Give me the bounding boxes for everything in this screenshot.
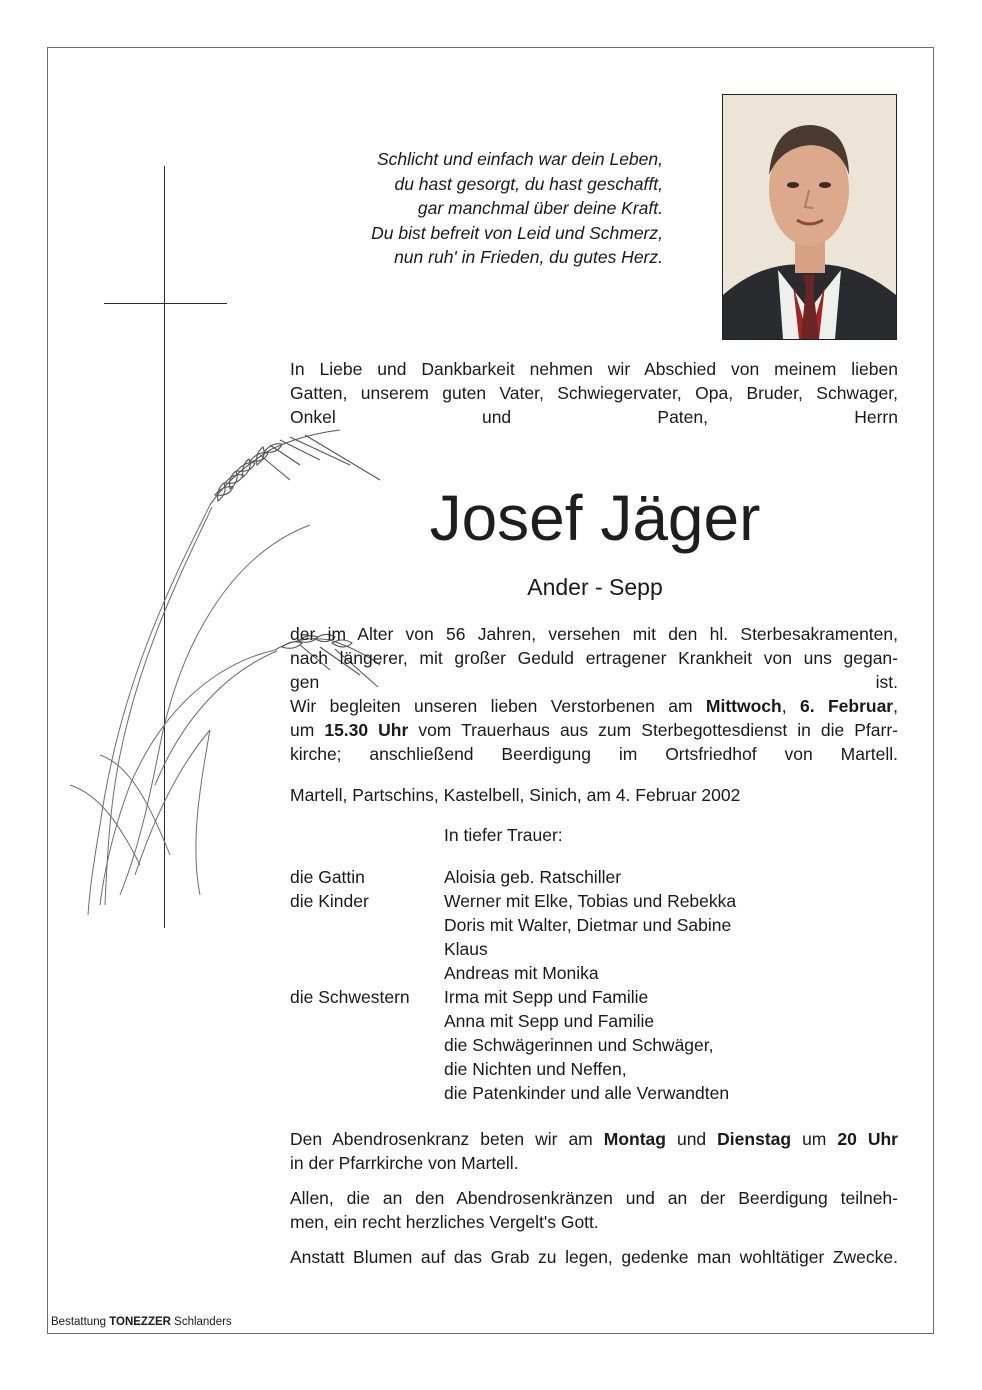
funeral-date-line [290,694,898,718]
funeral-date: 6. Februar [799,696,894,716]
family-row [290,913,736,937]
family-names: Doris mit Walter, Dietmar und Sabine [444,915,732,935]
funeral-weekday: Mittwoch [705,696,782,716]
death-line: kirche; anschließend Beerdigung im Ortsfriedhof von Martell. [290,744,898,764]
family-names: Andreas mit Monika [444,963,599,983]
family-names: die Nichten und Neffen, [444,1059,627,1079]
deceased-nickname: Ander - Sepp [527,574,663,600]
family-row [290,865,736,889]
deceased-name: Josef Jäger [429,482,761,554]
thanks-line: Allen, die an den Abendrosenkränzen und an der Beerdigung teilneh- [290,1188,898,1208]
funeral-time: 15.30 Uhr [324,720,409,740]
death-line: nach längerer, mit großer Geduld ertragener Krankheit von uns gegan- [290,648,898,668]
family-relation: die Kinder [290,891,369,911]
funeral-date-text: , [781,696,800,716]
rosary-line [290,1127,898,1151]
family-names: Anna mit Sepp und Familie [444,1011,655,1031]
intro-paragraph [290,357,898,429]
family-names: Irma mit Sepp und Familie [444,987,649,1007]
poem-line: du hast gesorgt, du hast geschafft, [394,173,663,194]
family-relation [290,937,444,961]
poem-line: gar manchmal über deine Kraft. [417,198,663,218]
family-relation [290,1009,444,1033]
portrait-illustration [723,95,896,339]
family-relation [290,1033,444,1057]
funeral-time-text: um [290,720,325,740]
undertaker-prefix: Bestattung [51,1316,110,1328]
funeral-date-text: Wir begleiten unseren lieben Verstorbenen am [290,696,706,716]
intro-line: In Liebe und Dankbarkeit nehmen wir Abschied von meinem lieben [290,359,898,379]
death-line: der im Alter von 56 Jahren, versehen mit den hl. Sterbesakramenten, [290,624,898,644]
funeral-time-line [290,718,898,742]
rosary-text: Den Abendrosenkranz beten wir am [290,1129,604,1149]
family-row [290,889,736,913]
family-row [290,1081,736,1105]
poem-line: nun ruh' in Frieden, du gutes Herz. [394,247,663,267]
family-row [290,1009,736,1033]
thanks-line: men, ein recht herzliches Vergelt's Gott. [290,1212,599,1232]
mourning-heading: In tiefer Trauer: [444,825,563,845]
intro-line: Onkel und Paten, Herrn [290,407,898,427]
family-row [290,961,736,985]
family-relation [290,913,444,937]
family-names: die Patenkinder und alle Verwandten [444,1083,730,1103]
rosary-day: Montag [603,1129,666,1149]
poem-line: Du bist befreit von Leid und Schmerz, [371,222,663,243]
thanks-notice [290,1186,898,1234]
family-names: Aloisia geb. Ratschiller [444,867,622,887]
family-row [290,1057,736,1081]
funeral-time-text: vom Trauerhaus aus zum Sterbegottesdienst in die Pfarr- [408,720,898,740]
family-relation [290,961,444,985]
family-names: die Schwägerinnen und Schwäger, [444,1035,714,1055]
family-names: Werner mit Elke, Tobias und Rebekka [444,891,737,911]
family-row [290,985,736,1009]
rosary-notice [290,1127,898,1175]
family-relation: die Gattin [290,867,365,887]
family-relation [290,1057,444,1081]
cross-horizontal [104,303,227,304]
rosary-time: 20 Uhr [837,1129,898,1149]
death-notice [290,622,898,766]
undertaker-name: TONEZZER [109,1316,171,1328]
memorial-poem [250,147,663,270]
rosary-day: Dienstag [717,1129,792,1149]
family-list [290,865,736,1105]
undertaker-suffix: Schlanders [170,1316,232,1328]
flowers-notice: Anstatt Blumen auf das Grab zu legen, gedenke man wohltätiger Zwecke. [290,1247,898,1267]
death-line: gen ist. [290,672,898,692]
family-row [290,937,736,961]
poem-line: Schlicht und einfach war dein Leben, [376,149,663,169]
intro-line: Gatten, unserem guten Vater, Schwiegervater, Opa, Bruder, Schwager, [290,383,898,403]
rosary-line: in der Pfarrkirche von Martell. [290,1153,519,1173]
funeral-date-text: , [893,696,898,716]
portrait-photo [722,94,897,340]
undertaker-credit [51,1315,232,1329]
rosary-text: und [665,1129,718,1149]
family-names: Klaus [444,939,488,959]
place-date: Martell, Partschins, Kastelbell, Sinich, am 4. Februar 2002 [290,785,741,805]
family-relation [290,1081,444,1105]
family-relation: die Schwestern [290,987,410,1007]
rosary-text: um [791,1129,838,1149]
family-row [290,1033,736,1057]
